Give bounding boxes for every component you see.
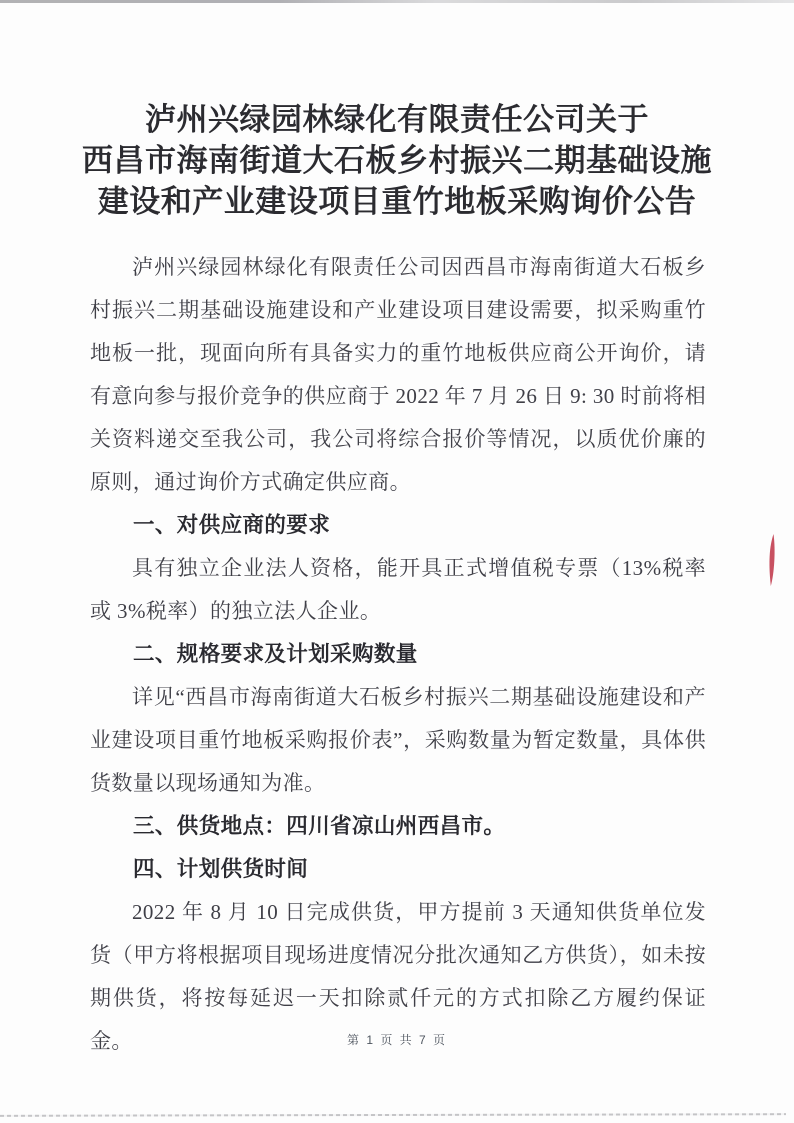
intro-paragraph: 泸州兴绿园林绿化有限责任公司因西昌市海南街道大石板乡村振兴二期基础设施建设和产业建设项目建设需要，拟采购重竹地板一批，现面向所有具备实力的重竹地板供应商公开询价，请有意向参与报价竞争的供应商于 2022 年 7 月 26 日 9: 30 时前将相关资料递交至我公司，我公司将综合报价等情况，以质优价廉的原则，通过询价方式确定供应商。: [90, 255, 706, 494]
scan-edge-top-artifact: [0, 0, 794, 3]
scan-edge-bottom-artifact: [0, 1113, 786, 1117]
title-line-3: 建设和产业建设项目重竹地板采购询价公告: [97, 184, 697, 219]
document-body: [90, 246, 706, 1063]
section-2-paragraph: 详见“西昌市海南街道大石板乡村振兴二期基础设施建设和产业建设项目重竹地板采购报价表”，采购数量为暂定数量，具体供货数量以现场通知为准。: [90, 685, 706, 795]
page-number-footer: 第 1 页 共 7 页: [346, 1033, 448, 1047]
section-4-paragraph: 2022 年 8 月 10 日完成供货，甲方提前 3 天通知供货单位发货（甲方将根据项目现场进度情况分批次通知乙方供货），如未按期供货，将按每延迟一天扣除贰仟元的方式扣除乙方履约保证金。: [90, 900, 706, 1053]
section-1-heading: 一、对供应商的要求: [133, 513, 331, 537]
red-ink-mark: [766, 534, 778, 588]
red-ink-crescent-path: [769, 534, 774, 586]
section-4-heading: 四、计划供货时间: [133, 857, 309, 881]
title-line-2: 西昌市海南街道大石板乡村振兴二期基础设施: [82, 143, 712, 178]
section-2-heading: 二、规格要求及计划采购数量: [133, 642, 418, 666]
section-3-heading: 三、供货地点：四川省凉山州西昌市。: [133, 814, 506, 838]
document-title: [0, 0, 794, 222]
title-line-1: 泸州兴绿园林绿化有限责任公司关于: [145, 102, 649, 137]
section-1-paragraph: 具有独立企业法人资格，能开具正式增值税专票（13%税率或 3%税率）的独立法人企业。: [90, 556, 706, 623]
